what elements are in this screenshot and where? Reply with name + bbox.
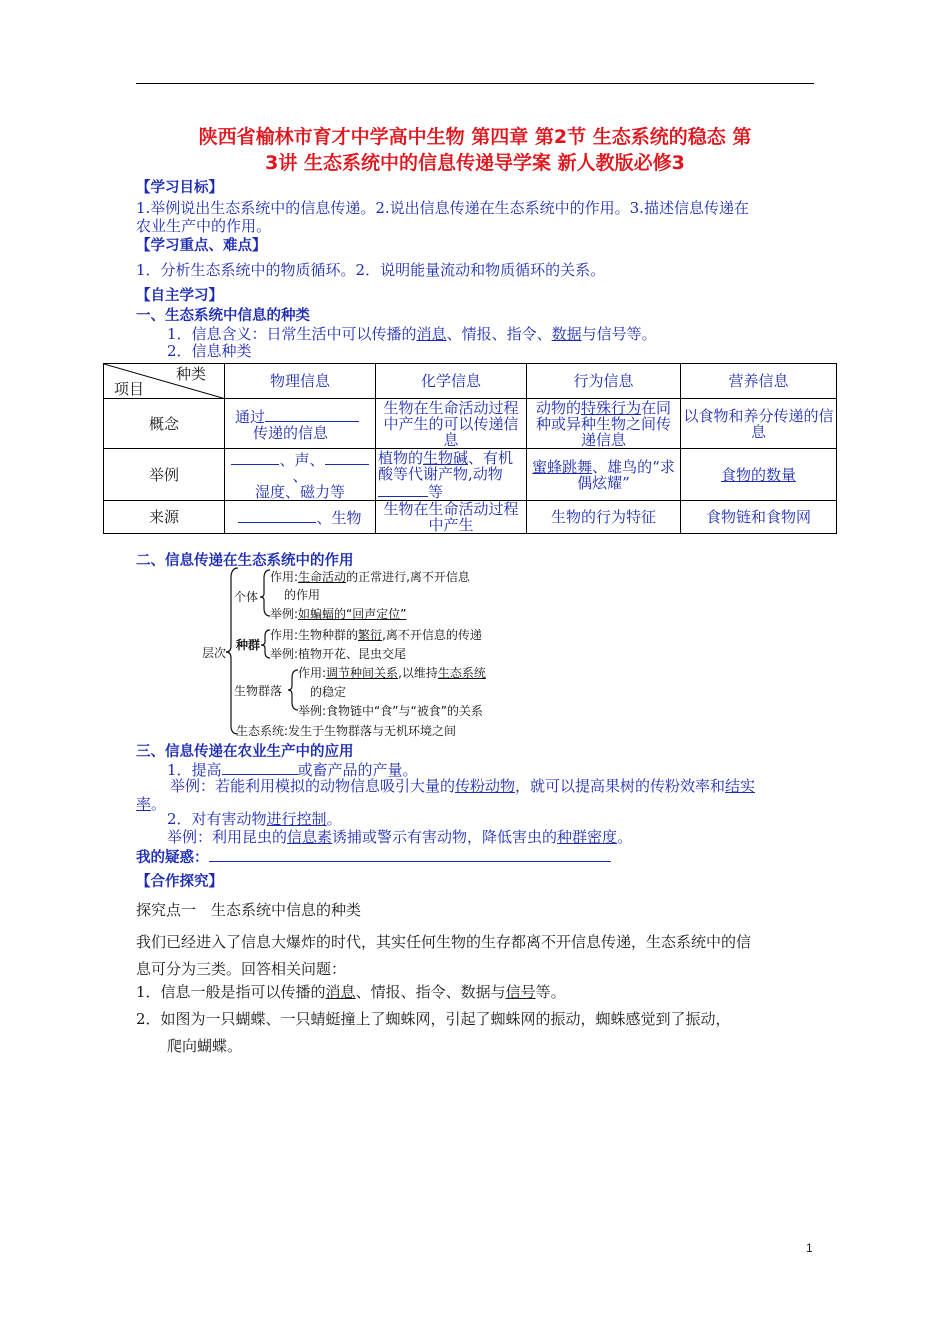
text: 作用: xyxy=(298,666,327,680)
concept-nutritional: 以食物和养分传递的信息 xyxy=(681,399,837,449)
text: ,以维持 xyxy=(398,666,438,680)
section-1-title: 一、生态系统中信息的种类 xyxy=(136,308,310,324)
text: 或畜产品的产量。 xyxy=(297,761,418,779)
text: 传递的信息 xyxy=(253,423,329,442)
individual-effect-cont: 的作用 xyxy=(284,588,321,602)
example-behavioral xyxy=(527,449,681,501)
underlined-text: 繁衍 xyxy=(358,628,383,642)
community-label: 生物群落 xyxy=(234,684,283,698)
text: 等 xyxy=(428,482,444,501)
objectives-heading: 【学习目标】 xyxy=(136,180,223,196)
text: 作用:生物种群的 xyxy=(270,628,359,642)
explore-line-2: 息可分为三类。回答相关问题： xyxy=(136,960,347,978)
population-brace xyxy=(261,630,270,658)
explore-paragraph xyxy=(136,929,816,983)
text: ,离不开信息的传递 xyxy=(382,628,482,642)
example-chemical xyxy=(376,449,527,501)
row-label-concept: 概念 xyxy=(104,399,225,449)
ecosystem-label: 生态系统:发生于生物群落与无机环境之间 xyxy=(236,724,457,738)
individual-effect xyxy=(270,570,470,584)
header-behavioral: 行为信息 xyxy=(527,364,681,399)
concept-chemical: 生物在生命活动过程中产生的可以传递信息 xyxy=(376,399,527,449)
underlined-text: 信号 xyxy=(505,983,536,1001)
levels-diagram xyxy=(198,566,528,738)
example-nutritional xyxy=(681,449,837,501)
text: 、情报、指令、数据与 xyxy=(355,983,506,1001)
corner-bottom-label: 项目 xyxy=(114,380,145,398)
population-effect xyxy=(270,628,482,642)
section-1-point-1 xyxy=(167,325,847,343)
header-physical: 物理信息 xyxy=(225,364,376,399)
section-2-title: 二、信息传递在生态系统中的作用 xyxy=(136,553,354,569)
corner-top-label: 种类 xyxy=(175,365,206,383)
text: 、 xyxy=(292,466,308,485)
community-brace xyxy=(288,670,298,710)
table-corner-cell xyxy=(104,364,225,399)
self-study-heading: 【自主学习】 xyxy=(136,288,223,304)
text: 。 xyxy=(151,795,167,813)
community-example: 举例:食物链中“食”与“被食”的关系 xyxy=(298,704,483,718)
explore-line-1: 我们已经进入了信息大爆炸的时代，其实任何生物的生存都离不开信息传递，生态系统中的信 xyxy=(136,933,752,951)
page-number: 1 xyxy=(806,1241,813,1255)
objectives-line-1: 1.举例说出生态系统中的信息传递。2.说出信息传递在生态系统中的作用。3.描述信息传递在 xyxy=(136,199,749,217)
text: 、情报、指令、 xyxy=(446,325,552,343)
text: 。 xyxy=(617,828,633,846)
text: 湿度、磁力等 xyxy=(254,482,345,501)
text: 等。 xyxy=(535,983,566,1001)
community-effect xyxy=(298,666,486,680)
text: 动物的 xyxy=(535,398,581,417)
document-title xyxy=(136,124,814,176)
blank-line xyxy=(231,450,279,465)
row-label-example: 举例 xyxy=(104,449,225,501)
cooperation-heading: 【合作探究】 xyxy=(136,874,223,890)
underlined-text: 如蝙蝠的“回声定位” xyxy=(298,607,407,621)
keypoints-heading: 【学习重点、难点】 xyxy=(136,238,267,254)
doubts-answer-line[interactable] xyxy=(209,847,611,862)
underlined-text: 消息 xyxy=(416,325,447,343)
population-example: 举例:植物开花、昆虫交尾 xyxy=(270,647,407,661)
text: 举例：利用昆虫的 xyxy=(167,828,288,846)
section-3-example-2 xyxy=(167,828,847,846)
text: 2．对有害动物 xyxy=(167,810,267,828)
section-1-point-2: 2．信息种类 xyxy=(167,342,252,360)
title-line-2: 3讲 生态系统中的信息传递导学案 新人教版必修3 xyxy=(265,152,685,174)
source-nutritional: 食物链和食物网 xyxy=(681,501,837,534)
community-effect-cont: 的稳定 xyxy=(310,685,347,699)
root-label: 层次 xyxy=(202,646,227,660)
text: 的正常进行,离不开信息 xyxy=(346,570,470,584)
text: 作用: xyxy=(270,570,299,584)
population-label: 种群 xyxy=(236,638,261,652)
source-chemical: 生物在生命活动过程中产生 xyxy=(376,501,527,534)
section-3-title: 三、信息传递在农业生产中的应用 xyxy=(136,744,354,760)
underlined-text: 率 xyxy=(136,795,152,813)
text: 在同种或异种生物之间传递信息 xyxy=(535,398,672,449)
individual-example xyxy=(270,607,406,621)
underlined-text: 生物碱 xyxy=(423,448,469,467)
individual-brace xyxy=(260,570,270,616)
underlined-text: 结实 xyxy=(725,777,756,795)
source-behavioral: 生物的行为特征 xyxy=(527,501,681,534)
text: 、生物 xyxy=(316,509,362,527)
text: 诱捕或警示有害动物，降低害虫的 xyxy=(332,828,558,846)
underlined-text: 生态系统 xyxy=(437,666,486,680)
section-3-point-2 xyxy=(167,810,847,828)
text: 举例: xyxy=(270,607,299,621)
concept-behavioral xyxy=(527,399,681,449)
blank-line xyxy=(325,450,369,465)
concept-physical xyxy=(225,399,376,449)
explore-title: 探究点一 生态系统中信息的种类 xyxy=(136,901,362,919)
objectives-text xyxy=(136,199,816,235)
text: 、声、 xyxy=(279,450,325,469)
underlined-text: 特殊行为 xyxy=(580,398,641,417)
question-2-cont: 爬向蝴蝶。 xyxy=(167,1037,243,1055)
example-physical xyxy=(225,449,376,501)
underlined-text: 信息素 xyxy=(287,828,333,846)
doubts-row xyxy=(136,847,816,867)
header-rule xyxy=(136,83,814,84)
source-physical xyxy=(225,501,376,534)
text: 植物的 xyxy=(378,448,424,467)
text: 1．信息一般是指可以传播的 xyxy=(136,983,326,1001)
underlined-text: 传粉动物 xyxy=(455,777,516,795)
underlined-text: 数据 xyxy=(551,325,582,343)
doubts-label: 我的疑惑： xyxy=(136,850,209,866)
text: 1．提高 xyxy=(167,761,222,779)
text: 举例：若能利用模拟的动物信息吸引大量的 xyxy=(170,777,456,795)
underlined-text: 调节种间关系 xyxy=(326,666,399,680)
blank-line xyxy=(238,508,316,523)
text: 、雄鸟的“求偶炫耀” xyxy=(577,457,675,492)
text: ，就可以提高果树的传粉效率和 xyxy=(515,777,726,795)
blank-line xyxy=(378,482,428,497)
row-label-source: 来源 xyxy=(104,501,225,534)
underlined-text: 蜜蜂跳舞 xyxy=(532,457,593,476)
blank-line xyxy=(265,407,359,422)
underlined-text: 消息 xyxy=(325,983,356,1001)
keypoints-text: 1．分析生态系统中的物质循环。2．说明能量流动和物质循环的关系。 xyxy=(136,261,606,279)
text: 、有机酸等代谢产物,动物 xyxy=(378,448,514,483)
header-chemical: 化学信息 xyxy=(376,364,527,399)
question-1 xyxy=(136,983,816,1001)
underlined-text: 种群密度 xyxy=(557,828,618,846)
underlined-text: 生命活动 xyxy=(298,570,347,584)
info-types-table xyxy=(103,363,837,534)
underlined-text: 食物的数量 xyxy=(720,465,796,484)
objectives-line-2: 农业生产中的作用。 xyxy=(136,217,272,235)
underlined-text: 进行控制 xyxy=(266,810,327,828)
text: 与信号等。 xyxy=(581,325,657,343)
question-2: 2．如图为一只蝴蝶、一只蜻蜓撞上了蜘蛛网，引起了蜘蛛网的振动，蜘蛛感觉到了振动， xyxy=(136,1010,731,1028)
header-nutritional: 营养信息 xyxy=(681,364,837,399)
individual-label: 个体 xyxy=(234,590,259,604)
section-3-example-1 xyxy=(136,777,816,813)
text: 。 xyxy=(326,810,342,828)
title-line-1: 陕西省榆林市育才中学高中生物 第四章 第2节 生态系统的稳态 第 xyxy=(198,126,752,148)
text: 1．信息含义：日常生活中可以传播的 xyxy=(167,325,417,343)
text: 通过 xyxy=(235,407,266,426)
blank-line xyxy=(222,760,298,775)
